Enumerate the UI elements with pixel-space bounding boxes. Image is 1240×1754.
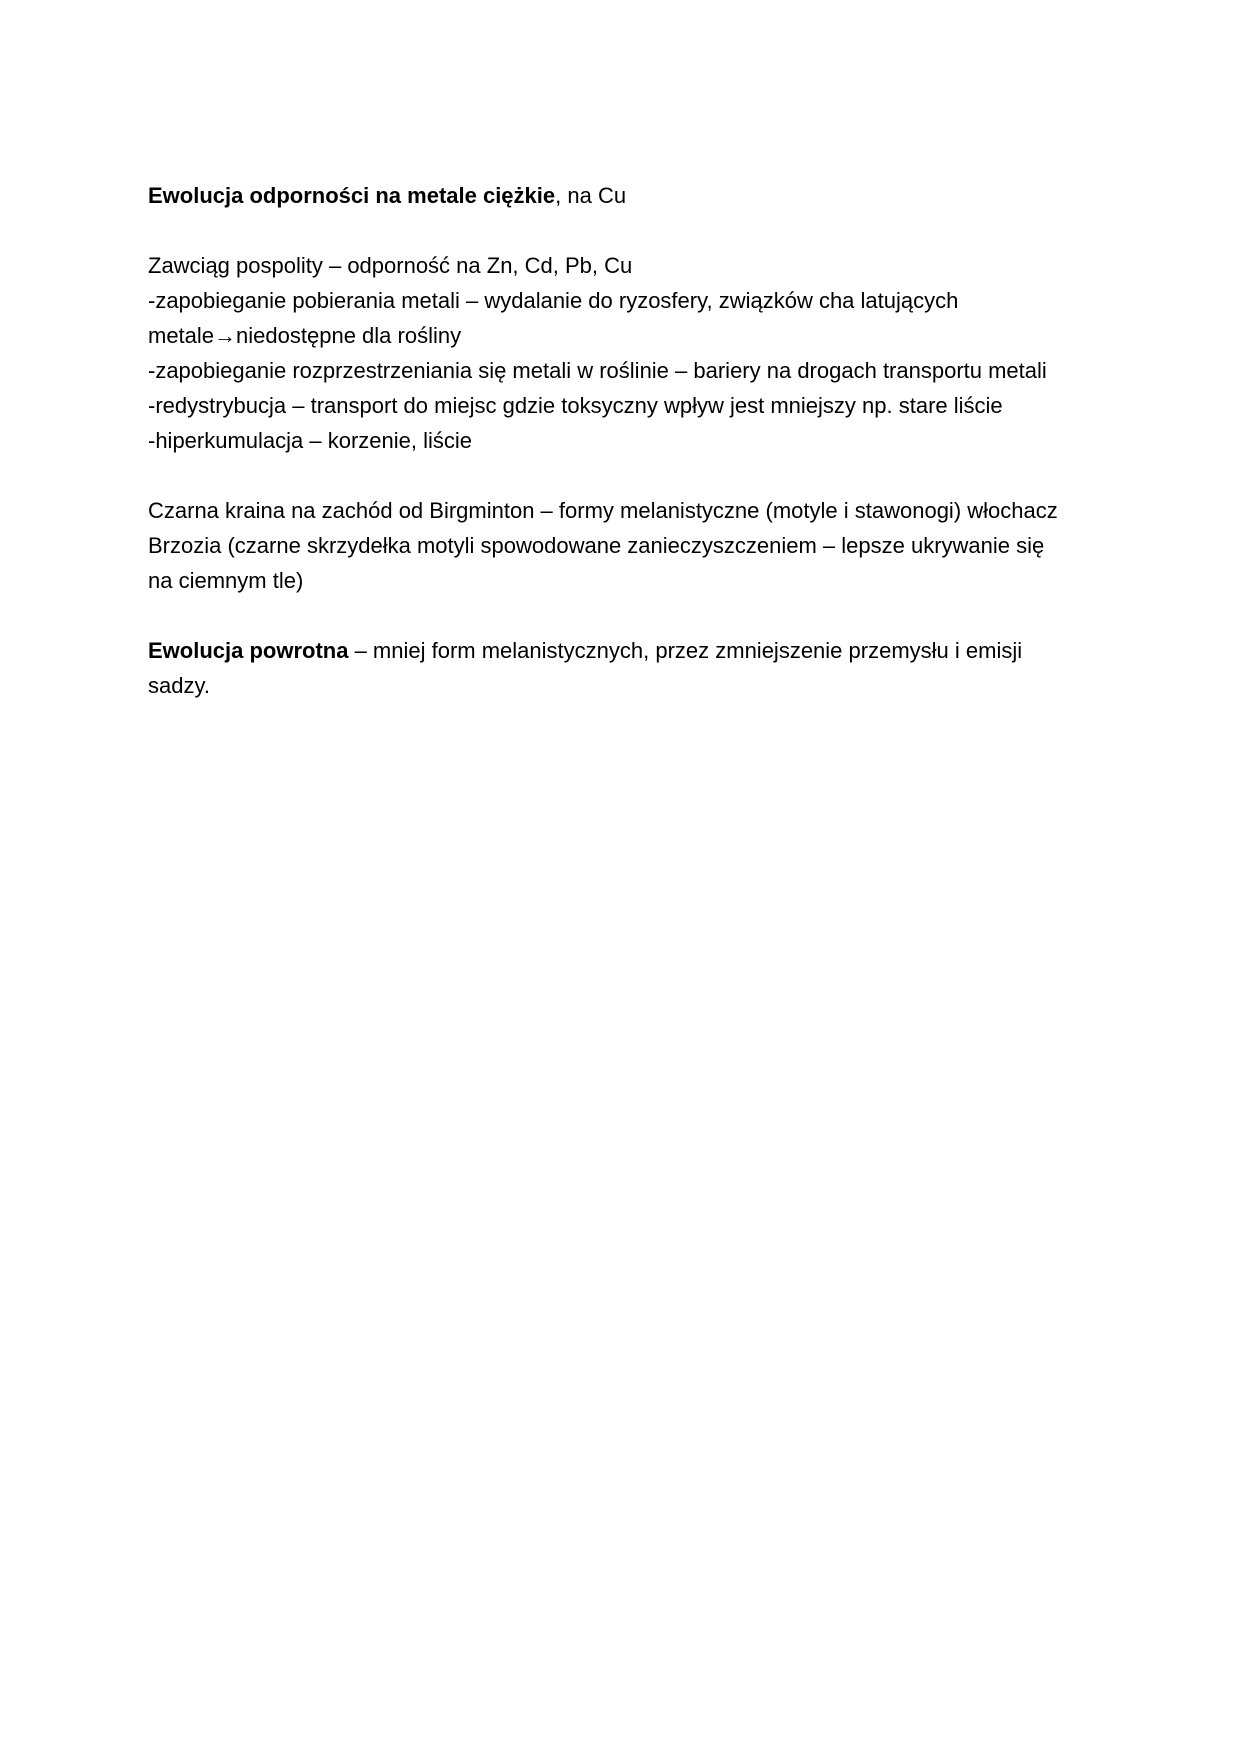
section3-line-1	[148, 633, 1108, 668]
section1-line-5: -hiperkumulacja – korzenie, liście	[148, 428, 473, 453]
section-czarna-kraina	[148, 493, 1108, 598]
section3-bold: Ewolucja powrotna	[148, 638, 349, 663]
title-line	[148, 178, 1108, 213]
section1-line-2-after: niedostępne dla rośliny	[236, 323, 462, 348]
document-body	[148, 178, 1108, 738]
section3-line-2: sadzy.	[148, 673, 210, 698]
section-ewolucja-powrotna	[148, 633, 1108, 703]
section-zawciag	[148, 248, 1108, 458]
section1-line-3: -zapobieganie rozprzestrzeniania się metali w roślinie – bariery na drogach transportu metali	[148, 358, 1047, 383]
section1-line-1: -zapobieganie pobierania metali – wydalanie do ryzosfery, związków cha latujących	[148, 288, 959, 313]
section2-line-3: na ciemnym tle)	[148, 568, 304, 593]
document-title	[148, 178, 1108, 213]
section1-line-2-before: metale	[148, 323, 215, 348]
title-rest: , na Cu	[555, 183, 627, 208]
right-arrow-icon: →	[214, 323, 237, 348]
section2-line-2: Brzozia (czarne skrzydełka motyli spowodowane zanieczyszczeniem – lepsze ukrywanie się	[148, 533, 1045, 558]
section1-line-4: -redystrybucja – transport do miejsc gdzie toksyczny wpływ jest mniejszy np. stare liście	[148, 393, 1003, 418]
section1-line-2	[148, 318, 1108, 353]
title-bold: Ewolucja odporności na metale ciężkie	[148, 183, 556, 208]
section2-line-1: Czarna kraina na zachód od Birgminton – formy melanistyczne (motyle i stawonogi) włochacz	[148, 498, 1058, 523]
section1-heading: Zawciąg pospolity – odporność na Zn, Cd, Pb, Cu	[148, 253, 633, 278]
section3-line-1-rest: – mniej form melanistycznych, przez zmniejszenie przemysłu i emisji	[348, 638, 1023, 663]
